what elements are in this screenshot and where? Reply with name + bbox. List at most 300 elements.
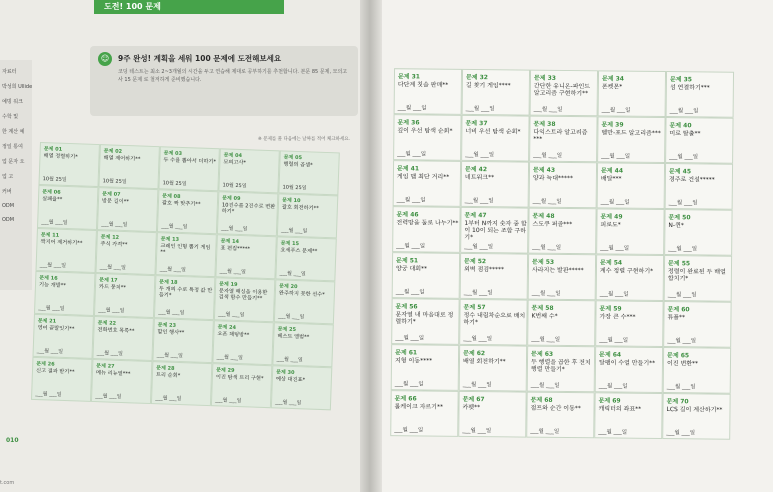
problem-number: 문제 05 [283,154,303,162]
problem-cell [528,254,596,301]
date-field[interactable]: ___월 ___일 [276,356,303,364]
problem-cell [461,161,529,208]
problem-cell [663,347,731,394]
problem-cell [459,299,527,346]
problem-cell [97,187,158,232]
date-field[interactable]: ___월 ___일 [463,335,493,343]
date-field[interactable]: ___월 ___일 [394,427,424,434]
problem-title: 이진 변환** [666,360,699,368]
date-field[interactable]: ___월 ___일 [462,381,492,389]
date-field[interactable]: ___월 ___일 [531,336,561,343]
problem-number: 문제 34 [601,75,625,83]
problem-cell [598,70,666,117]
problem-cell [594,392,662,439]
problem-title: 길 찾기 게임**** [465,81,511,90]
date-field[interactable]: ___월 ___일 [35,390,62,398]
problem-cell [157,189,218,234]
problem-cell [595,346,663,393]
problem-title: 네트워크** [464,173,495,182]
problem-title: 피로도* [600,221,621,229]
problem-title: 행렬의 곱셈* [283,161,313,169]
problem-title: 문자열 해싱을 이용한 검색 함수 만들기** [218,288,268,302]
problem-number: 문제 52 [464,257,487,266]
problem-cell [462,69,530,116]
smile-icon: ☺ [98,52,112,66]
intro-box [90,46,358,116]
problem-title: K번째 수* [531,312,558,320]
problem-title: 방문 길이** [101,198,129,206]
problem-number: 문제 62 [463,349,486,358]
date-field[interactable]: ___월 ___일 [669,108,699,115]
date-field[interactable]: ___월 ___일 [666,430,696,437]
problem-title: 양궁 대회** [395,265,428,273]
problem-number: 문제 08 [162,193,181,200]
date-field[interactable]: ___월 ___일 [277,313,305,321]
problem-cell [35,228,96,273]
sidebar-item: 한 계산 예 [2,129,25,135]
date-field[interactable]: ___월 ___일 [280,227,308,235]
book-gutter [360,0,382,492]
problem-cell [529,162,597,209]
problem-cell [665,163,733,210]
problem-number: 문제 04 [223,152,243,160]
date-field[interactable]: ___월 ___일 [463,289,493,297]
date-field[interactable]: ___월 ___일 [397,151,427,158]
problem-number: 문제 53 [532,258,555,266]
problem-number: 문제 38 [533,120,556,128]
problem-title: 표 편집***** [220,245,251,253]
problem-title: 두 행렬을 곱한 후 전치 행렬 만들기* [530,358,591,373]
problem-number: 문제 63 [531,350,554,358]
problem-number: 문제 59 [599,305,622,313]
problem-title: LCS 길이 계산하기** [666,406,723,414]
problem-title: 롤케이크 자르기** [394,403,444,411]
problem-cell [666,71,734,118]
problem-title: N-퀸* [668,222,684,230]
problem-number: 문제 65 [667,352,690,360]
problem-title: 미로 탈출** [669,130,701,138]
problem-title: 전력망을 둘로 나누기** [396,219,459,227]
problem-number: 문제 41 [396,165,420,173]
problem-number: 문제 56 [395,303,418,311]
problem-title: 실패율** [41,196,63,203]
problem-number: 문제 22 [97,320,117,327]
date-field[interactable]: ___월 ___일 [465,105,495,113]
problem-number: 문제 51 [396,257,419,265]
problem-title: 두 개의 수로 특정 값 만들기* [158,286,213,299]
problem-title: 다익스트라 알고리즘*** [533,128,588,143]
problem-cell [214,277,275,322]
problem-title: 완주하지 못한 선수* [278,290,325,299]
problem-number: 문제 69 [598,397,621,405]
problem-cell [211,363,272,408]
problem-cell [274,279,335,324]
problem-cell [459,345,527,392]
problem-cell [95,230,156,275]
problem-title: 다단계 칫솔 판매** [397,81,449,89]
sidebar-item: 업 문자 오 [2,159,25,165]
problem-title: 두 수를 뽑아서 더하기* [163,157,217,166]
date-field[interactable]: ___월 ___일 [99,264,127,272]
date-field[interactable]: ___월 ___일 [214,397,242,405]
problem-cell [34,271,95,316]
problem-cell [664,209,732,256]
date-field[interactable]: ___월 ___일 [533,106,563,113]
problem-cell [596,254,664,301]
date-field[interactable]: ___월 ___일 [158,309,185,317]
date-field[interactable]: ___월 ___일 [599,291,629,298]
problem-number: 문제 54 [599,259,623,267]
problem-title: 깊이 우선 탐색 순회* [397,127,453,135]
problem-cell [460,207,528,254]
problem-cell [393,160,461,207]
problem-title: 튜플** [667,314,686,322]
intro-description: 코딩 테스트는 최소 2~3개월의 시간을 두고 연습해 제대로 공부하기를 추천합니다. 본문 85 문제, 모의고사 15 문제 로 철저하게 준비했습니다. [118,69,348,83]
problem-number: 문제 12 [100,234,120,241]
footer-text: t.com [0,480,15,486]
problem-cell [32,314,93,359]
problem-cell [597,116,665,163]
left-problem-grid [31,142,352,421]
problem-number: 문제 35 [669,76,693,84]
date-field[interactable]: ___월 ___일 [532,244,562,251]
problem-cell [596,208,664,255]
problem-title: 신고 결과 받기** [35,368,75,376]
problem-title: 괄호 회전하기** [281,204,319,212]
problem-number: 문제 33 [533,74,557,82]
problem-title: 섬 연결하기*** [669,84,710,92]
intro-title: 9주 완성! 계획을 세워 100 문제에 도전해보세요 [118,54,282,63]
section-header: 도전! 100 문제 [94,0,284,14]
date-field[interactable]: ___월 ___일 [667,292,697,299]
problem-title: 간단한 유니온-파인드 알고리즘 구현하기** [533,82,591,98]
problem-title: 주식 가격** [100,241,128,249]
problem-number: 문제 55 [667,260,691,268]
problem-title: 10진수를 2진수로 변환하기* [221,202,276,215]
problem-title: 달팽이 수열 만들기** [598,359,656,367]
problem-number: 문제 06 [42,189,61,196]
date-field[interactable]: 10월 25일 [222,182,247,190]
problem-number: 문제 16 [39,275,58,282]
problem-number: 문제 39 [601,121,624,129]
problem-number: 문제 09 [222,195,241,203]
problem-number: 문제 11 [40,232,60,239]
problem-title: 트리 순회* [155,372,181,380]
problem-number: 문제 66 [394,395,417,403]
problem-cell [664,255,732,302]
date-field[interactable]: ___월 ___일 [600,199,630,206]
sidebar-item: 예빙 워크 [2,99,23,105]
date-field[interactable]: ___월 ___일 [530,428,560,435]
date-field[interactable]: ___월 ___일 [96,350,124,358]
date-field[interactable]: ___월 ___일 [217,311,245,319]
problem-number: 문제 01 [43,146,63,153]
problem-title: 카드 뭉치** [98,284,126,292]
sidebar-item: 자료터 [2,69,17,75]
problem-number: 문제 45 [668,168,692,176]
problem-cell [272,322,333,367]
date-field[interactable]: ___월 ___일 [101,221,128,229]
problem-number: 문제 64 [599,351,622,359]
problem-title: 배달*** [600,175,622,183]
problem-title: 양과 늑대***** [532,174,574,183]
problem-number: 문제 70 [666,398,689,406]
problem-cell [215,234,276,279]
problem-number: 문제 68 [530,396,553,404]
problem-cell [390,390,458,437]
problem-title: 영어 끝말잇기** [37,325,75,333]
date-field[interactable]: ___월 ___일 [38,305,65,312]
date-field[interactable]: ___월 ___일 [598,429,628,436]
date-field[interactable]: ___월 ___일 [216,354,243,362]
sidebar-item: ODM [2,203,15,209]
problem-title: 계수 정렬 구현하기* [599,267,654,275]
problem-title: 1부터 N까지 숫자 중 합이 10이 되는 조합 구하기* [464,219,527,242]
date-field[interactable]: ___월 ___일 [600,245,630,252]
date-field[interactable]: ___월 ___일 [220,225,248,233]
problem-title: 벨만-포드 알고리즘*** [601,129,661,137]
page-number: 010 [6,437,19,444]
problem-title: 모의고사* [223,159,247,167]
problem-title: 게임 맵 최단 거리** [396,173,450,181]
sidebar-item: 박성희 Ullide [2,84,32,90]
problem-number: 문제 49 [600,213,623,221]
sidebar-item: 업 고 [2,174,14,180]
problem-number: 문제 47 [464,211,487,220]
problem-cell [663,301,731,348]
date-field[interactable]: ___월 ___일 [531,290,561,297]
date-field[interactable]: ___월 ___일 [533,152,563,159]
problem-cell [461,115,529,162]
right-problem-grid [390,68,744,464]
problem-cell [94,273,155,318]
problem-cell [391,298,459,345]
problem-cell [278,150,339,195]
date-field[interactable]: ___월 ___일 [95,393,122,400]
problem-number: 문제 30 [275,369,295,377]
date-field[interactable]: ___월 ___일 [598,383,628,390]
problem-cell [277,193,338,238]
problem-cell [92,316,153,361]
date-field[interactable]: ___월 ___일 [668,200,698,207]
problem-number: 문제 18 [159,279,178,286]
problem-title: 짝지어 제거하기** [40,239,83,247]
problem-cell [392,252,460,299]
date-field[interactable]: ___월 ___일 [156,352,183,360]
problem-cell [597,162,665,209]
problem-cell [271,365,332,410]
problem-number: 문제 23 [157,322,177,329]
problem-title: 크레인 인형 뽑기 게임** [160,243,211,256]
problem-title: 캐릭터의 좌표** [598,405,642,413]
date-field[interactable]: ___월 ___일 [36,348,64,355]
date-field[interactable]: ___월 ___일 [39,262,67,269]
problem-cell [527,346,595,393]
problem-number: 문제 07 [102,191,121,198]
problem-number: 문제 20 [279,283,298,291]
problem-title: 예상 대진표* [275,376,306,384]
problem-title: 메뉴 리뉴얼*** [95,370,131,378]
problem-cell [595,300,663,347]
problem-title: 카펫** [462,403,481,412]
date-field[interactable]: 10월 25일 [42,176,67,183]
intro-note: ※ 문제를 풀 다음에는 날짜를 적어 체크하세요. [258,137,351,142]
date-field[interactable]: ___월 ___일 [155,395,182,403]
problem-number: 문제 28 [156,365,175,372]
problem-cell [152,318,213,363]
problem-number: 문제 26 [36,361,55,368]
problem-title: 오픈 채팅방** [217,331,250,339]
problem-title: 지형 이동**** [394,357,433,365]
problem-number: 문제 31 [397,73,421,81]
problem-cell [665,117,733,164]
problem-number: 문제 32 [465,73,489,82]
problem-number: 문제 29 [216,367,235,374]
problem-cell [392,206,460,253]
date-field[interactable]: ___월 ___일 [274,399,302,407]
problem-title: 문자열 내 마음대로 정렬하기* [395,311,454,326]
date-field[interactable]: ___월 ___일 [601,153,631,160]
problem-cell [155,232,216,277]
problem-number: 문제 50 [668,214,691,222]
problem-cell [391,344,459,391]
problem-cell [31,357,92,402]
problem-cell [38,142,99,187]
date-field[interactable]: ___월 ___일 [41,219,68,227]
problem-cell [98,144,159,189]
problem-number: 문제 36 [397,119,420,127]
date-field[interactable]: ___월 ___일 [464,243,494,251]
problem-number: 문제 13 [160,236,180,243]
problem-cell [529,116,597,163]
problem-title: 베스트 앨범** [277,333,310,341]
problem-number: 문제 21 [37,318,57,325]
date-field[interactable]: ___월 ___일 [396,243,426,250]
problem-number: 문제 43 [532,166,556,174]
problem-title: 점프와 순간 이동** [530,404,581,413]
problem-cell [527,300,595,347]
date-field[interactable]: ___월 ___일 [98,307,125,315]
problem-cell [218,148,279,193]
problem-title: 할인 행사** [157,329,185,337]
date-field[interactable]: ___월 ___일 [395,289,425,296]
problem-cell [37,185,98,230]
date-field[interactable]: ___월 ___일 [668,246,698,253]
date-field[interactable]: ___월 ___일 [532,198,562,205]
problem-number: 문제 03 [163,150,183,157]
problem-title: 배열 회전하기** [462,357,506,366]
problem-cell [662,393,730,440]
problem-number: 문제 60 [667,306,690,314]
problem-number: 문제 44 [600,167,624,175]
problem-cell [212,320,273,365]
problem-number: 문제 24 [217,324,237,331]
date-field[interactable]: ___월 ___일 [395,335,425,342]
date-field[interactable]: ___월 ___일 [462,427,492,435]
problem-number: 문제 15 [280,240,300,248]
problem-cell [393,114,461,161]
date-field[interactable]: ___월 ___일 [464,197,494,205]
problem-title: 너비 우선 탐색 순회* [465,127,521,136]
date-field[interactable]: ___월 ___일 [397,105,427,112]
problem-number: 문제 27 [96,363,115,370]
problem-cell [460,253,528,300]
sidebar-item: 수학 및 [2,114,19,120]
problem-number: 문제 25 [277,326,297,334]
problem-title: 정수 내림차순으로 배치하기* [463,311,526,327]
problem-title: 사라지는 발판***** [531,266,584,275]
problem-title: 요세푸스 문제** [280,247,318,255]
problem-cell [458,391,526,438]
date-field[interactable]: ___월 ___일 [530,382,560,389]
problem-number: 문제 19 [219,281,238,288]
problem-title: 기능 개발** [38,282,66,289]
date-field[interactable]: 10월 25일 [162,180,187,188]
problem-title: 전화번호 목록** [97,327,135,335]
problem-cell [151,361,212,406]
date-field[interactable]: ___월 ___일 [219,268,246,276]
date-field[interactable]: ___월 ___일 [465,151,495,159]
problem-cell [154,275,215,320]
problem-cell [530,70,598,117]
problem-number: 문제 48 [532,212,555,220]
date-field[interactable]: ___월 ___일 [159,266,186,274]
problem-title: 폰켓몬* [601,83,623,91]
problem-number: 문제 46 [396,211,419,219]
problem-cell [526,392,594,439]
date-field[interactable]: ___월 ___일 [599,337,629,344]
problem-number: 문제 61 [395,349,418,357]
problem-cell [275,236,336,281]
problem-number: 문제 17 [99,277,118,284]
date-field[interactable]: 10월 25일 [282,184,307,192]
problem-cell [528,208,596,255]
problem-number: 문제 02 [103,148,123,155]
date-field[interactable]: ___월 ___일 [667,338,697,345]
problem-number: 문제 37 [465,119,488,128]
problem-number: 문제 67 [462,395,485,404]
sidebar-item: 정일 통여 [2,144,23,150]
problem-cell [394,68,462,115]
problem-number: 문제 42 [464,165,488,174]
problem-cell [91,359,152,404]
problem-title: 배열 제어하기** [103,155,141,163]
date-field[interactable]: ___월 ___일 [396,197,426,204]
date-field[interactable]: 10월 25일 [102,178,127,186]
problem-number: 문제 57 [463,303,486,312]
problem-title: 괄호 짝 맞추기** [161,200,201,208]
problem-title: 이진 탐색 트리 구현* [215,374,264,382]
problem-number: 문제 14 [220,238,240,246]
problem-title: 가장 큰 수*** [599,313,636,321]
sidebar-item: 커버 [2,189,12,195]
problem-title: 외벽 점검***** [463,265,505,274]
problem-title: 배열 정렬하기* [43,153,78,161]
problem-title: 스도쿠 퍼즐*** [532,220,573,229]
date-field[interactable]: ___월 ___일 [601,107,631,114]
problem-number: 문제 10 [282,197,301,205]
date-field[interactable]: ___월 ___일 [394,381,424,388]
problem-title: 경주로 건설***** [668,176,715,184]
problem-number: 문제 40 [669,122,692,130]
date-field[interactable]: ___월 ___일 [666,384,696,391]
date-field[interactable]: ___월 ___일 [669,154,699,161]
date-field[interactable]: ___월 ___일 [161,223,188,231]
problem-title: 정렬이 완료된 두 배열 합치기* [667,268,726,283]
date-field[interactable]: ___월 ___일 [279,270,306,278]
left-sidebar [0,60,32,290]
problem-number: 문제 58 [531,304,554,312]
